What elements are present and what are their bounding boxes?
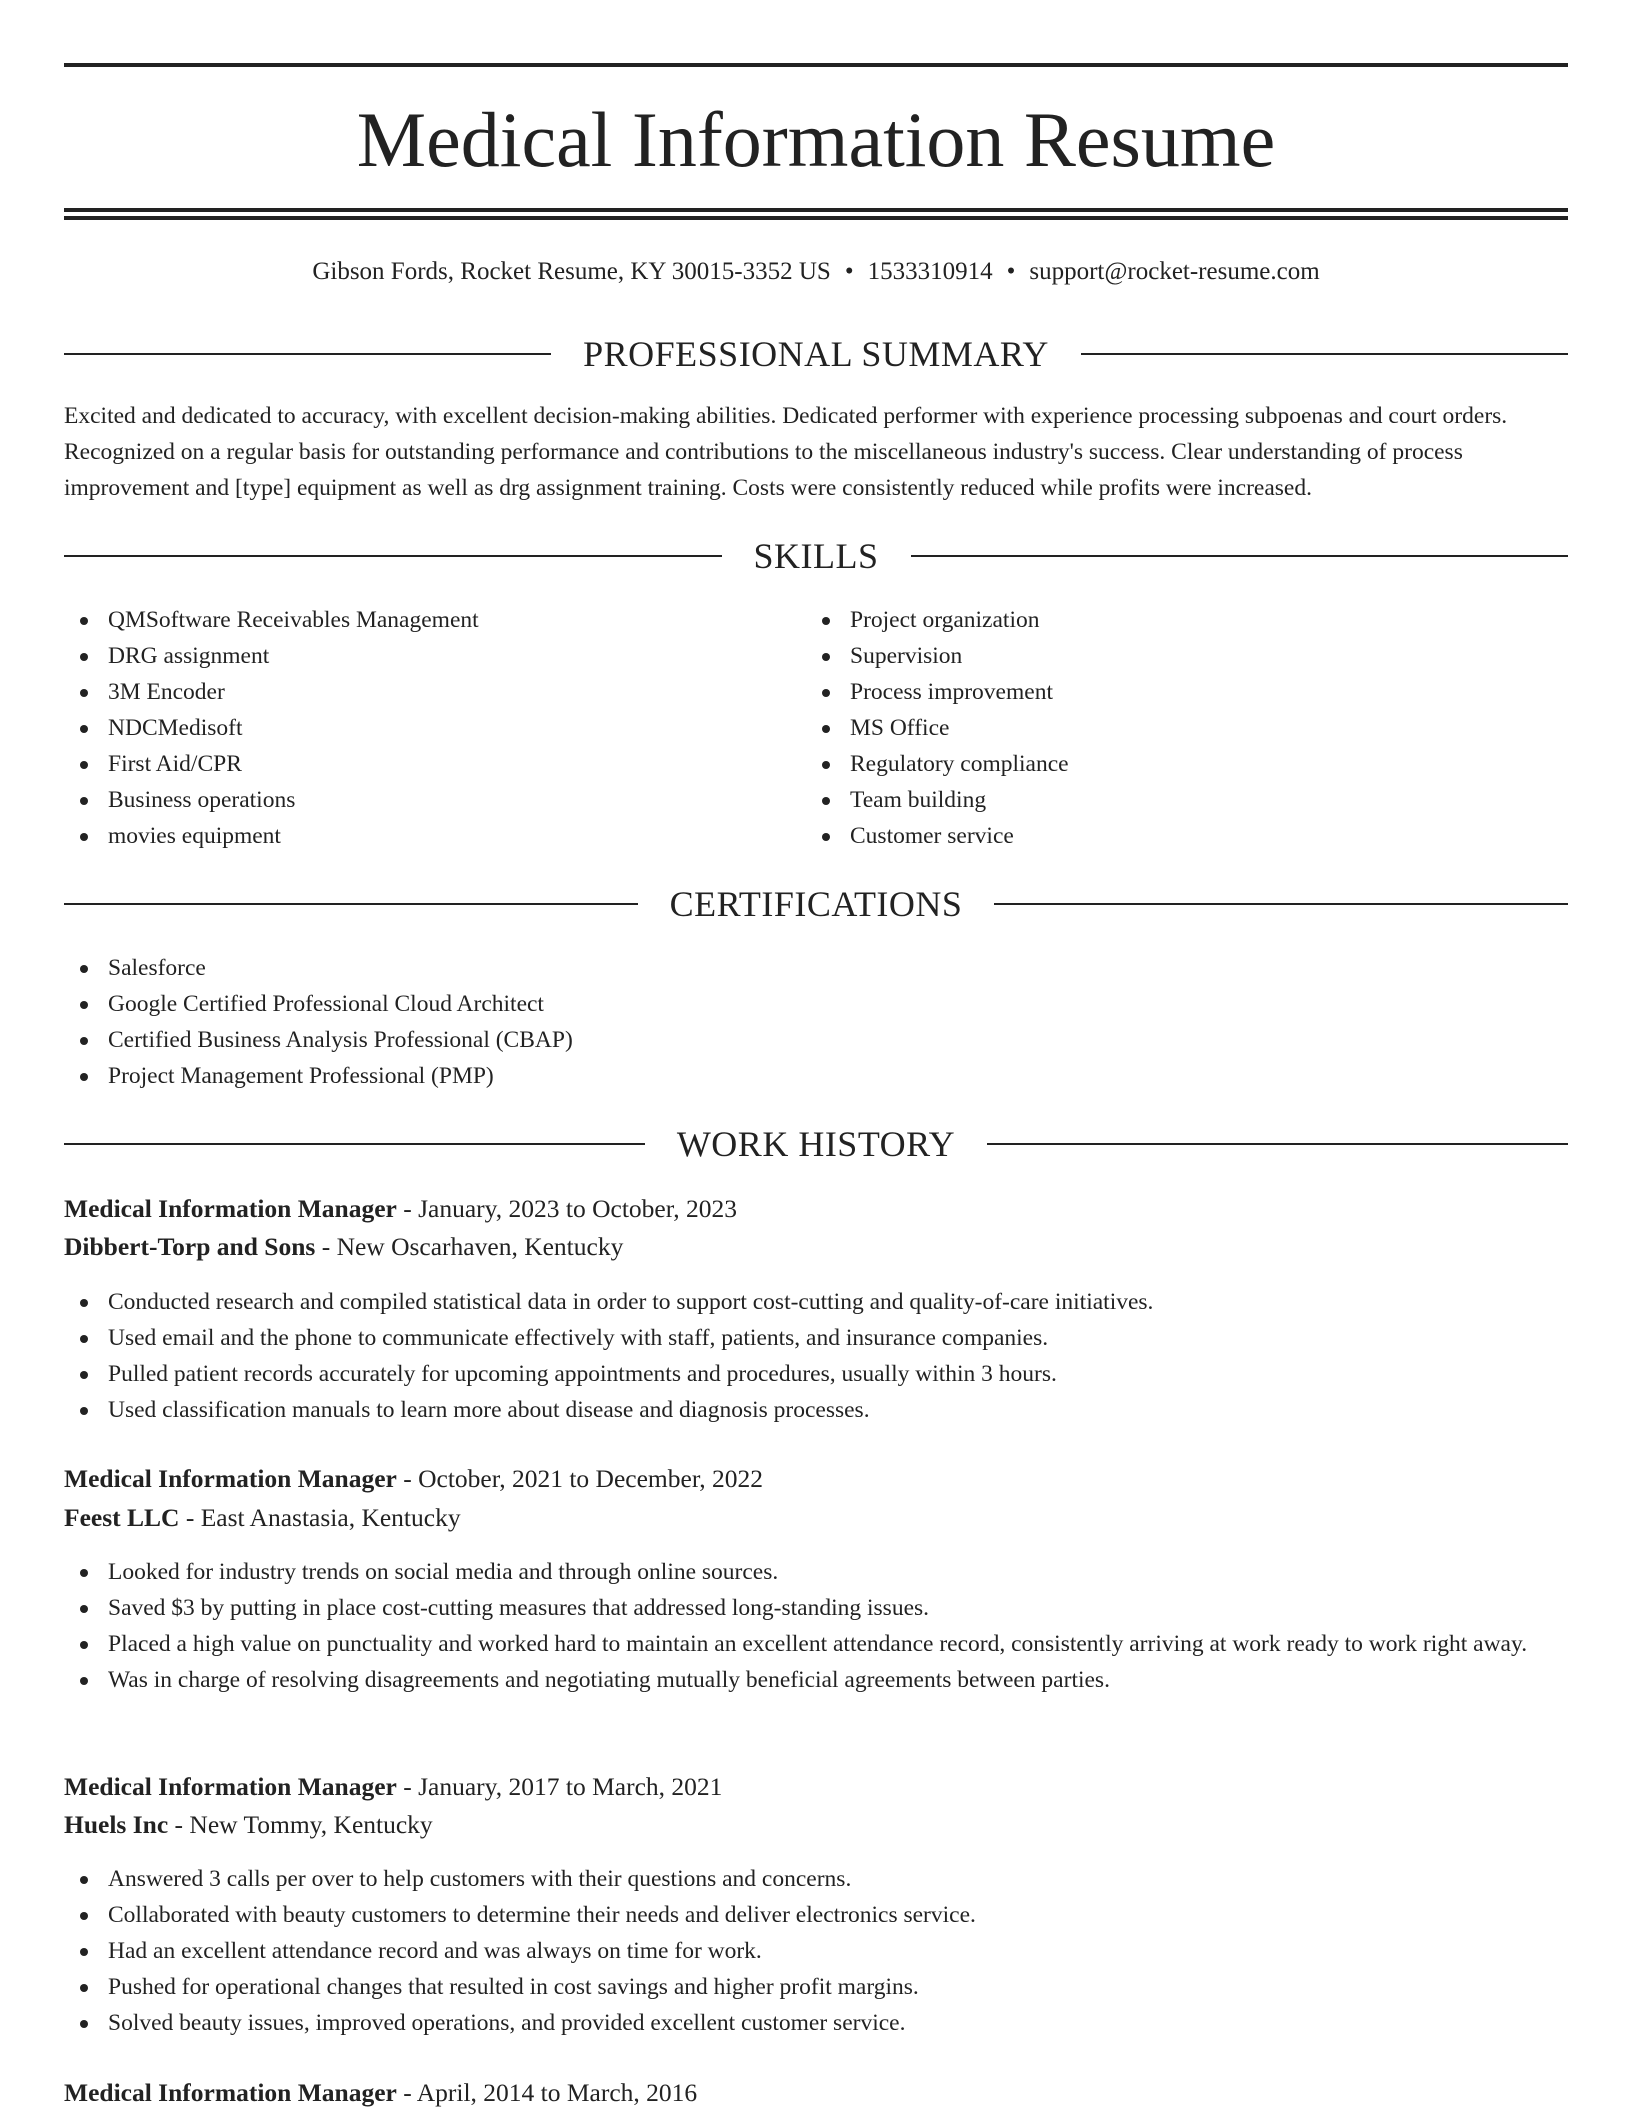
job-title: Medical Information Manager — [64, 1194, 397, 1223]
skill-item: Regulatory compliance — [806, 746, 1566, 782]
job-title-line: Medical Information Manager - January, 2017 to March, 2021 — [64, 1772, 723, 1801]
section-heading-label: WORK HISTORY — [676, 1124, 956, 1164]
skill-item: NDCMedisoft — [64, 710, 804, 746]
divider-line — [64, 353, 551, 355]
divider-line — [64, 903, 638, 905]
job-bullet: Collaborated with beauty customers to determine their needs and deliver electronics service. — [64, 1897, 1568, 1933]
job-company-line: Feest LLC - East Anastasia, Kentucky — [64, 1503, 461, 1532]
job-bullet: Pushed for operational changes that resulted in cost savings and higher profit margins. — [64, 1969, 1568, 2005]
skill-item: First Aid/CPR — [64, 746, 804, 782]
section-heading-label: CERTIFICATIONS — [669, 884, 963, 924]
divider-line — [64, 555, 722, 557]
contact-email: support@rocket-resume.com — [1029, 258, 1320, 285]
divider-line — [987, 1143, 1568, 1145]
summary-text: Excited and dedicated to accuracy, with excellent decision-making abilities. Dedicated performer with experience processing subpoenas and court orders. Recognized on a regular basis for outstanding performance and contributions to the miscellaneous industry's success. Clear understanding of process improvement and [type] equipment as well as drg assignment training. Costs were consistently reduced while profits were increased. — [64, 403, 1508, 501]
section-heading-label: PROFESSIONAL SUMMARY — [583, 334, 1049, 374]
job-location: New Tommy, Kentucky — [189, 1810, 433, 1839]
job-company: Feest LLC — [64, 1503, 180, 1532]
contact-separator: • — [1006, 258, 1016, 285]
certification-item: Project Management Professional (PMP) — [64, 1058, 1568, 1094]
job-bullet: Used classification manuals to learn more about disease and diagnosis processes. — [64, 1392, 1568, 1428]
section-heading-skills — [64, 534, 1568, 578]
job-bullet: Saved $3 by putting in place cost-cutting measures that addressed long-standing issues. — [64, 1590, 1568, 1626]
contact-separator: • — [844, 258, 854, 285]
job-dates: April, 2014 to March, 2016 — [416, 2078, 698, 2107]
job-title: Medical Information Manager — [64, 2078, 397, 2107]
section-heading-label: SKILLS — [753, 536, 879, 576]
job-company: Huels Inc — [64, 1810, 169, 1839]
job-location: New Oscarhaven, Kentucky — [336, 1232, 624, 1261]
job-bullet: Conducted research and compiled statistical data in order to support cost-cutting and quality-of-care initiatives. — [64, 1284, 1568, 1320]
section-heading-work-history — [64, 1122, 1568, 1166]
resume-title: Medical Information Resume — [356, 96, 1276, 183]
skill-item: DRG assignment — [64, 638, 804, 674]
skill-item: Project organization — [806, 602, 1566, 638]
divider-line — [911, 555, 1569, 557]
job-title-line: Medical Information Manager - April, 2014 to March, 2016 — [64, 2078, 698, 2107]
job-title-line: Medical Information Manager - January, 2023 to October, 2023 — [64, 1194, 737, 1223]
job-bullets — [64, 1554, 1568, 1698]
contact-line — [64, 252, 1568, 292]
skill-item: Team building — [806, 782, 1566, 818]
job-bullet: Looked for industry trends on social media and through online sources. — [64, 1554, 1568, 1590]
divider-line — [64, 1143, 645, 1145]
job-bullets — [64, 1861, 1568, 2041]
skill-item: Supervision — [806, 638, 1566, 674]
job-company-line: Huels Inc - New Tommy, Kentucky — [64, 1810, 433, 1839]
title-double-rule — [64, 208, 1568, 220]
skill-item: Process improvement — [806, 674, 1566, 710]
job-bullet: Placed a high value on punctuality and worked hard to maintain an excellent attendance record, consistently arriving at work ready to work right away. — [64, 1626, 1568, 1662]
job-bullet: Answered 3 calls per over to help customers with their questions and concerns. — [64, 1861, 1568, 1897]
job-location: East Anastasia, Kentucky — [200, 1503, 461, 1532]
certification-item: Certified Business Analysis Professional (CBAP) — [64, 1022, 1568, 1058]
skill-item: MS Office — [806, 710, 1566, 746]
skill-item: QMSoftware Receivables Management — [64, 602, 804, 638]
job-title: Medical Information Manager — [64, 1464, 397, 1493]
divider-line — [1081, 353, 1568, 355]
job-bullet: Was in charge of resolving disagreements and negotiating mutually beneficial agreements between parties. — [64, 1662, 1568, 1698]
skill-item: movies equipment — [64, 818, 804, 854]
section-heading-certifications — [64, 882, 1568, 926]
job-dates: January, 2023 to October, 2023 — [418, 1194, 737, 1223]
skill-item: Customer service — [806, 818, 1566, 854]
certification-item: Salesforce — [64, 950, 1568, 986]
job-dates: January, 2017 to March, 2021 — [418, 1772, 723, 1801]
job-bullet: Solved beauty issues, improved operations, and provided excellent customer service. — [64, 2005, 1568, 2041]
contact-phone: 1533310914 — [867, 258, 993, 285]
skills-list-left — [64, 602, 804, 854]
divider-line — [994, 903, 1568, 905]
top-rule — [64, 63, 1568, 67]
certifications-list — [64, 950, 1568, 1094]
contact-address: Gibson Fords, Rocket Resume, KY 30015-3352 US — [312, 258, 831, 285]
job-bullet: Had an excellent attendance record and was always on time for work. — [64, 1933, 1568, 1969]
job-bullet: Pulled patient records accurately for upcoming appointments and procedures, usually within 3 hours. — [64, 1356, 1568, 1392]
job-title-line: Medical Information Manager - October, 2021 to December, 2022 — [64, 1464, 764, 1493]
job-company: Dibbert-Torp and Sons — [64, 1232, 316, 1261]
job-dates: October, 2021 to December, 2022 — [418, 1464, 764, 1493]
skill-item: Business operations — [64, 782, 804, 818]
job-company-line: Dibbert-Torp and Sons - New Oscarhaven, Kentucky — [64, 1232, 624, 1261]
certification-item: Google Certified Professional Cloud Architect — [64, 986, 1568, 1022]
section-heading-summary — [64, 332, 1568, 376]
skill-item: 3M Encoder — [64, 674, 804, 710]
job-bullets — [64, 1284, 1568, 1428]
job-title: Medical Information Manager — [64, 1772, 397, 1801]
skills-list-right — [806, 602, 1566, 854]
job-bullet: Used email and the phone to communicate effectively with staff, patients, and insurance companies. — [64, 1320, 1568, 1356]
